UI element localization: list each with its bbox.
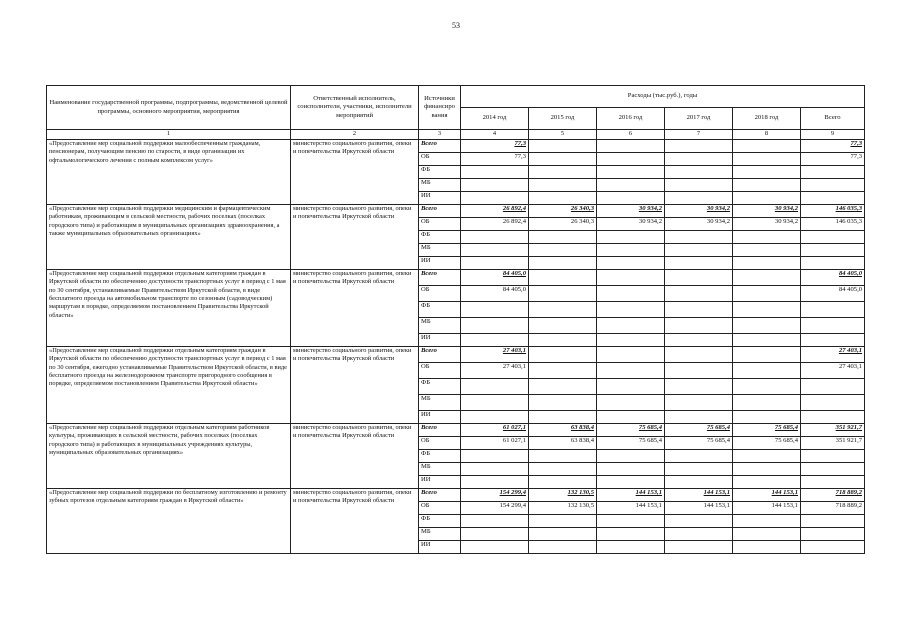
executor-cell: министерство социального развития, опеки и попечительства Иркутской области xyxy=(291,347,419,424)
year-value-cell xyxy=(665,231,733,244)
year-value-cell xyxy=(733,411,801,424)
year-value-cell xyxy=(733,395,801,411)
year-value-cell xyxy=(665,463,733,476)
executor-cell: министерство социального развития, опеки и попечительства Иркутской области xyxy=(291,140,419,205)
year-value-cell: 144 153,1 xyxy=(665,489,733,502)
funding-source: МБ xyxy=(419,528,461,541)
year-value-cell: 75 685,4 xyxy=(597,424,665,437)
funding-source: ОБ xyxy=(419,363,461,379)
year-value-cell xyxy=(529,179,597,192)
executor-cell: министерство социального развития, опеки и попечительства Иркутской области xyxy=(291,489,419,554)
year-value-cell xyxy=(665,302,733,318)
total-value-cell: 27 403,1 xyxy=(801,363,865,379)
year-value-cell: 154 299,4 xyxy=(461,489,529,502)
year-value-cell xyxy=(733,270,801,286)
year-value-cell: 63 838,4 xyxy=(529,424,597,437)
year-value-cell xyxy=(597,153,665,166)
year-value-cell xyxy=(665,528,733,541)
table-row xyxy=(47,140,865,153)
total-value-cell xyxy=(801,192,865,205)
year-value-cell xyxy=(733,231,801,244)
header-year: 2015 год xyxy=(529,108,597,130)
funding-source: ИИ xyxy=(419,476,461,489)
total-value-cell: 146 035,3 xyxy=(801,218,865,231)
year-value-cell xyxy=(597,334,665,347)
year-value-cell: 144 153,1 xyxy=(597,489,665,502)
table-row xyxy=(47,270,865,286)
year-value-cell xyxy=(529,528,597,541)
year-value-cell xyxy=(597,541,665,554)
year-value-cell xyxy=(597,192,665,205)
measure-name: «Предоставление мер социальной поддержки медицинским и фармацевтическим работникам, проживающим в сельской местности, рабочих поселках (поселках городского типа) и работающим в муниципальных организациях здравоохранения, а также муниципальных образовательных организациях» xyxy=(47,205,291,270)
funding-source: ФБ xyxy=(419,379,461,395)
year-value-cell xyxy=(461,379,529,395)
year-value-cell xyxy=(733,153,801,166)
year-value-cell xyxy=(461,541,529,554)
funding-source: МБ xyxy=(419,244,461,257)
table-row xyxy=(47,205,865,218)
year-value-cell xyxy=(461,166,529,179)
year-value-cell xyxy=(461,528,529,541)
year-value-cell xyxy=(665,363,733,379)
funding-source: ФБ xyxy=(419,450,461,463)
year-value-cell xyxy=(461,463,529,476)
year-value-cell xyxy=(461,302,529,318)
year-value-cell xyxy=(665,140,733,153)
total-value-cell xyxy=(801,379,865,395)
year-value-cell: 30 934,2 xyxy=(597,218,665,231)
total-value-cell xyxy=(801,476,865,489)
total-value-cell xyxy=(801,318,865,334)
year-value-cell xyxy=(733,257,801,270)
year-value-cell: 144 153,1 xyxy=(733,489,801,502)
year-value-cell: 77,3 xyxy=(461,153,529,166)
header-year: 2018 год xyxy=(733,108,801,130)
page-number: 53 xyxy=(452,21,460,30)
year-value-cell xyxy=(597,379,665,395)
year-value-cell xyxy=(529,476,597,489)
total-value-cell xyxy=(801,231,865,244)
year-value-cell: 26 340,3 xyxy=(529,205,597,218)
executor-cell: министерство социального развития, опеки и попечительства Иркутской области xyxy=(291,270,419,347)
year-value-cell xyxy=(733,347,801,363)
column-number: 4 xyxy=(461,130,529,140)
year-value-cell xyxy=(733,334,801,347)
year-value-cell xyxy=(665,541,733,554)
executor-cell: министерство социального развития, опеки и попечительства Иркутской области xyxy=(291,424,419,489)
funding-source: Всего xyxy=(419,205,461,218)
total-value-cell xyxy=(801,541,865,554)
year-value-cell: 132 130,5 xyxy=(529,502,597,515)
year-value-cell xyxy=(529,140,597,153)
year-value-cell xyxy=(529,463,597,476)
total-value-cell: 718 889,2 xyxy=(801,489,865,502)
year-value-cell xyxy=(461,257,529,270)
total-value-cell: 718 889,2 xyxy=(801,502,865,515)
header-expenses: Расходы (тыс.руб.), годы xyxy=(461,86,865,108)
year-value-cell xyxy=(461,244,529,257)
funding-source: ОБ xyxy=(419,502,461,515)
year-value-cell xyxy=(597,302,665,318)
total-value-cell xyxy=(801,166,865,179)
year-value-cell xyxy=(665,411,733,424)
year-value-cell xyxy=(597,257,665,270)
year-value-cell xyxy=(665,515,733,528)
year-value-cell xyxy=(597,528,665,541)
year-value-cell xyxy=(597,411,665,424)
year-value-cell: 75 685,4 xyxy=(665,437,733,450)
year-value-cell xyxy=(597,318,665,334)
total-value-cell xyxy=(801,450,865,463)
year-value-cell: 61 027,1 xyxy=(461,437,529,450)
year-value-cell xyxy=(529,286,597,302)
year-value-cell xyxy=(529,257,597,270)
year-value-cell: 84 405,0 xyxy=(461,286,529,302)
funding-source: ИИ xyxy=(419,192,461,205)
total-value-cell xyxy=(801,179,865,192)
year-value-cell xyxy=(529,302,597,318)
funding-source: ФБ xyxy=(419,515,461,528)
year-value-cell xyxy=(597,140,665,153)
year-value-cell xyxy=(597,395,665,411)
year-value-cell xyxy=(597,347,665,363)
year-value-cell: 26 340,3 xyxy=(529,218,597,231)
funding-source: ОБ xyxy=(419,437,461,450)
year-value-cell: 26 892,4 xyxy=(461,205,529,218)
total-value-cell xyxy=(801,302,865,318)
year-value-cell xyxy=(665,244,733,257)
funding-source: ИИ xyxy=(419,257,461,270)
year-value-cell: 26 892,4 xyxy=(461,218,529,231)
header-year: 2016 год xyxy=(597,108,665,130)
year-value-cell xyxy=(529,347,597,363)
year-value-cell: 30 934,2 xyxy=(597,205,665,218)
total-value-cell: 84 405,0 xyxy=(801,270,865,286)
funding-source: МБ xyxy=(419,179,461,192)
year-value-cell xyxy=(665,395,733,411)
funding-source: ОБ xyxy=(419,153,461,166)
header-executor: Ответственный исполнитель, соисполнители, участники, исполнители мероприятий xyxy=(291,86,419,130)
funding-source: Всего xyxy=(419,270,461,286)
year-value-cell xyxy=(597,286,665,302)
measure-name: «Предоставление мер социальной поддержки по бесплатному изготовлению и ремонту зубных протезов отдельным категориям граждан в Иркутской области» xyxy=(47,489,291,554)
executor-cell: министерство социального развития, опеки и попечительства Иркутской области xyxy=(291,205,419,270)
year-value-cell: 75 685,4 xyxy=(597,437,665,450)
total-value-cell: 84 405,0 xyxy=(801,286,865,302)
funding-source: Всего xyxy=(419,489,461,502)
header-source: Источники финансиро вания xyxy=(419,86,461,130)
year-value-cell xyxy=(733,179,801,192)
year-value-cell xyxy=(665,318,733,334)
table-body xyxy=(47,140,865,554)
table-row xyxy=(47,424,865,437)
funding-source: ИИ xyxy=(419,411,461,424)
year-value-cell xyxy=(529,334,597,347)
year-value-cell xyxy=(597,244,665,257)
total-value-cell xyxy=(801,515,865,528)
year-value-cell xyxy=(733,318,801,334)
funding-source: ОБ xyxy=(419,286,461,302)
year-value-cell: 132 130,5 xyxy=(529,489,597,502)
year-value-cell xyxy=(665,450,733,463)
year-value-cell xyxy=(733,244,801,257)
funding-source: ФБ xyxy=(419,302,461,318)
year-value-cell xyxy=(733,379,801,395)
year-value-cell xyxy=(665,257,733,270)
total-value-cell: 146 035,3 xyxy=(801,205,865,218)
year-value-cell: 77,3 xyxy=(461,140,529,153)
year-value-cell: 27 403,1 xyxy=(461,347,529,363)
total-value-cell xyxy=(801,244,865,257)
funding-source: Всего xyxy=(419,347,461,363)
column-number: 8 xyxy=(733,130,801,140)
total-value-cell xyxy=(801,463,865,476)
total-value-cell xyxy=(801,334,865,347)
year-value-cell xyxy=(597,363,665,379)
year-value-cell xyxy=(733,363,801,379)
funding-source: МБ xyxy=(419,395,461,411)
total-value-cell: 77,3 xyxy=(801,153,865,166)
year-value-cell xyxy=(665,476,733,489)
year-value-cell: 30 934,2 xyxy=(733,218,801,231)
year-value-cell: 63 838,4 xyxy=(529,437,597,450)
year-value-cell xyxy=(529,515,597,528)
year-value-cell: 27 403,1 xyxy=(461,363,529,379)
column-number: 2 xyxy=(291,130,419,140)
total-value-cell: 351 921,7 xyxy=(801,437,865,450)
year-value-cell xyxy=(733,302,801,318)
year-value-cell: 75 685,4 xyxy=(733,437,801,450)
year-value-cell xyxy=(461,515,529,528)
total-value-cell: 77,3 xyxy=(801,140,865,153)
column-number: 3 xyxy=(419,130,461,140)
year-value-cell xyxy=(529,450,597,463)
total-value-cell xyxy=(801,395,865,411)
measure-name: «Предоставление мер социальной поддержки отдельным категориям граждан в Иркутской области по обеспечению доступности транспортных услуг в период с 1 мая по 30 сентября, устанавливаемые Правительством Иркутской области, в виде бесплатного проезда на автомобильном транспорте по сезонным (садоводческим) маршрутам в порядке, определяемом постановлением Правительства Иркутской области» xyxy=(47,270,291,347)
year-value-cell: 144 153,1 xyxy=(733,502,801,515)
year-value-cell xyxy=(461,450,529,463)
year-value-cell: 154 299,4 xyxy=(461,502,529,515)
year-value-cell: 144 153,1 xyxy=(597,502,665,515)
year-value-cell xyxy=(733,515,801,528)
year-value-cell xyxy=(665,179,733,192)
year-value-cell xyxy=(665,153,733,166)
header-year: 2017 год xyxy=(665,108,733,130)
year-value-cell xyxy=(665,270,733,286)
funding-source: ОБ xyxy=(419,218,461,231)
year-value-cell xyxy=(461,179,529,192)
year-value-cell xyxy=(461,411,529,424)
funding-source: Всего xyxy=(419,140,461,153)
year-value-cell xyxy=(733,528,801,541)
total-value-cell: 351 921,7 xyxy=(801,424,865,437)
year-value-cell xyxy=(597,270,665,286)
year-value-cell xyxy=(529,395,597,411)
column-number: 9 xyxy=(801,130,865,140)
year-value-cell: 84 405,0 xyxy=(461,270,529,286)
year-value-cell xyxy=(665,192,733,205)
funding-source: МБ xyxy=(419,318,461,334)
year-value-cell xyxy=(529,166,597,179)
year-value-cell: 61 027,1 xyxy=(461,424,529,437)
measure-name: «Предоставление мер социальной поддержки отдельным категориям граждан в Иркутской области по обеспечению доступности транспортных услуг в период с 1 мая по 30 сентября, ежегодно устанавливаемые Правительством Иркутской области, в виде бесплатного проезда на железнодорожном транспорте пригородного сообщения в порядке, определяемом постановлением Правительства Иркутской области» xyxy=(47,347,291,424)
year-value-cell xyxy=(733,166,801,179)
year-value-cell xyxy=(733,541,801,554)
column-numbers-row xyxy=(47,130,865,140)
column-number: 1 xyxy=(47,130,291,140)
table-row xyxy=(47,347,865,363)
funding-source: МБ xyxy=(419,463,461,476)
year-value-cell xyxy=(733,476,801,489)
year-value-cell xyxy=(733,450,801,463)
year-value-cell xyxy=(665,334,733,347)
year-value-cell xyxy=(665,286,733,302)
year-value-cell xyxy=(461,476,529,489)
year-value-cell xyxy=(665,379,733,395)
header-year: 2014 год xyxy=(461,108,529,130)
total-value-cell xyxy=(801,411,865,424)
year-value-cell xyxy=(529,270,597,286)
year-value-cell xyxy=(665,347,733,363)
year-value-cell xyxy=(461,334,529,347)
year-value-cell xyxy=(597,450,665,463)
year-value-cell xyxy=(529,363,597,379)
year-value-cell xyxy=(733,140,801,153)
year-value-cell xyxy=(529,379,597,395)
total-value-cell: 27 403,1 xyxy=(801,347,865,363)
year-value-cell xyxy=(461,231,529,244)
header-total: Всего xyxy=(801,108,865,130)
year-value-cell xyxy=(597,463,665,476)
year-value-cell: 30 934,2 xyxy=(665,205,733,218)
year-value-cell xyxy=(461,192,529,205)
column-number: 7 xyxy=(665,130,733,140)
year-value-cell xyxy=(597,166,665,179)
year-value-cell xyxy=(597,476,665,489)
table-row xyxy=(47,489,865,502)
year-value-cell xyxy=(529,231,597,244)
funding-source: ИИ xyxy=(419,334,461,347)
year-value-cell xyxy=(733,463,801,476)
year-value-cell: 30 934,2 xyxy=(733,205,801,218)
year-value-cell: 144 153,1 xyxy=(665,502,733,515)
year-value-cell xyxy=(529,244,597,257)
budget-table xyxy=(46,85,865,554)
year-value-cell xyxy=(733,192,801,205)
funding-source: ИИ xyxy=(419,541,461,554)
year-value-cell xyxy=(597,179,665,192)
column-number: 5 xyxy=(529,130,597,140)
year-value-cell xyxy=(597,515,665,528)
total-value-cell xyxy=(801,528,865,541)
year-value-cell: 75 685,4 xyxy=(733,424,801,437)
year-value-cell xyxy=(665,166,733,179)
header-name: Наименование государственной программы, подпрограммы, ведомственной целевой программы, основного мероприятия, мероприятия xyxy=(47,86,291,130)
year-value-cell xyxy=(461,395,529,411)
year-value-cell xyxy=(597,231,665,244)
measure-name: «Предоставление мер социальной поддержки отдельным категориям работников культуры, проживающих в сельской местности, рабочих поселках (поселках городского типа) и работающих в муниципальных учреждениях культуры, муниципальных образовательных организациях» xyxy=(47,424,291,489)
year-value-cell xyxy=(529,411,597,424)
year-value-cell xyxy=(733,286,801,302)
funding-source: ФБ xyxy=(419,231,461,244)
year-value-cell: 75 685,4 xyxy=(665,424,733,437)
year-value-cell xyxy=(529,153,597,166)
funding-source: Всего xyxy=(419,424,461,437)
year-value-cell xyxy=(529,541,597,554)
year-value-cell: 30 934,2 xyxy=(665,218,733,231)
measure-name: «Предоставление мер социальной поддержки малообеспеченным гражданам, пенсионерам, получающим пенсию по старости, в виде организации их офтальмологического лечения с полным комплексом услуг» xyxy=(47,140,291,205)
year-value-cell xyxy=(461,318,529,334)
year-value-cell xyxy=(529,192,597,205)
funding-source: ФБ xyxy=(419,166,461,179)
year-value-cell xyxy=(529,318,597,334)
column-number: 6 xyxy=(597,130,665,140)
total-value-cell xyxy=(801,257,865,270)
